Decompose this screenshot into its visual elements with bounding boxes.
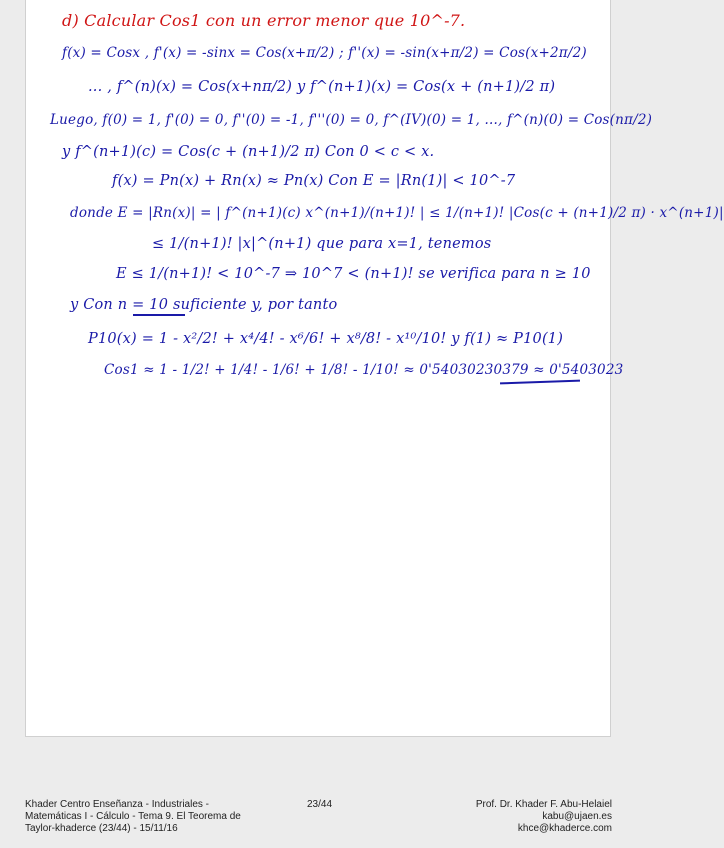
- exercise-title: d) Calcular Cos1 con un error menor que 10^-7.: [62, 11, 466, 30]
- footer-left-line-2: Matemáticas I - Cálculo - Tema 9. El Teorema de: [25, 811, 241, 822]
- note-line-10: P10(x) = 1 - x²/2! + x⁴/4! - x⁶/6! + x⁸/8! - x¹⁰/10! y f(1) ≈ P10(1): [88, 331, 564, 347]
- note-line-7: ≤ 1/(n+1)! |x|^(n+1) que para x=1, tenemos: [152, 236, 492, 252]
- note-line-8: E ≤ 1/(n+1)! < 10^-7 ⇒ 10^7 < (n+1)! se verifica para n ≥ 10: [116, 266, 591, 282]
- note-line-2: ... , f^(n)(x) = Cos(x+nπ/2) y f^(n+1)(x) = Cos(x + (n+1)/2 π): [88, 79, 556, 95]
- note-line-3: Luego, f(0) = 1, f'(0) = 0, f''(0) = -1, f'''(0) = 0, f^(IV)(0) = 1, ..., f^(n)(0) = Cos(nπ/2): [50, 112, 653, 128]
- note-line-6: donde E = |Rn(x)| = | f^(n+1)(c) x^(n+1)/(n+1)! | ≤ 1/(n+1)! |Cos(c + (n+1)/2 π) · x^(n+1)|: [70, 205, 724, 221]
- note-line-1: f(x) = Cosx , f'(x) = -sinx = Cos(x+π/2) ; f''(x) = -sin(x+π/2) = Cos(x+2π/2): [62, 45, 587, 61]
- note-line-9: y Con n = 10 suficiente y, por tanto: [70, 297, 338, 313]
- footer-email-2: khce@khaderce.com: [517, 823, 612, 834]
- footer-left-line-1: Khader Centro Enseñanza - Industriales -: [25, 799, 209, 810]
- footer-author: Prof. Dr. Khader F. Abu-Helaiel: [475, 799, 612, 810]
- footer-page-number: 23/44: [307, 799, 333, 810]
- footer-left-line-3: Taylor-khaderce (23/44) - 15/11/16: [25, 823, 178, 834]
- footer-right: [476, 799, 612, 835]
- footer-email-1: kabu@ujaen.es: [542, 811, 612, 822]
- footer-left: [25, 799, 241, 835]
- note-line-11: Cos1 ≈ 1 - 1/2! + 1/4! - 1/6! + 1/8! - 1/10! ≈ 0'54030230379 ≈ 0'5403023: [104, 362, 624, 378]
- note-line-5: f(x) = Pn(x) + Rn(x) ≈ Pn(x) Con E = |Rn(1)| < 10^-7: [112, 173, 516, 189]
- n-equals-10-underline: [133, 314, 185, 316]
- note-line-4: y f^(n+1)(c) = Cos(c + (n+1)/2 π) Con 0 < c < x.: [62, 144, 435, 160]
